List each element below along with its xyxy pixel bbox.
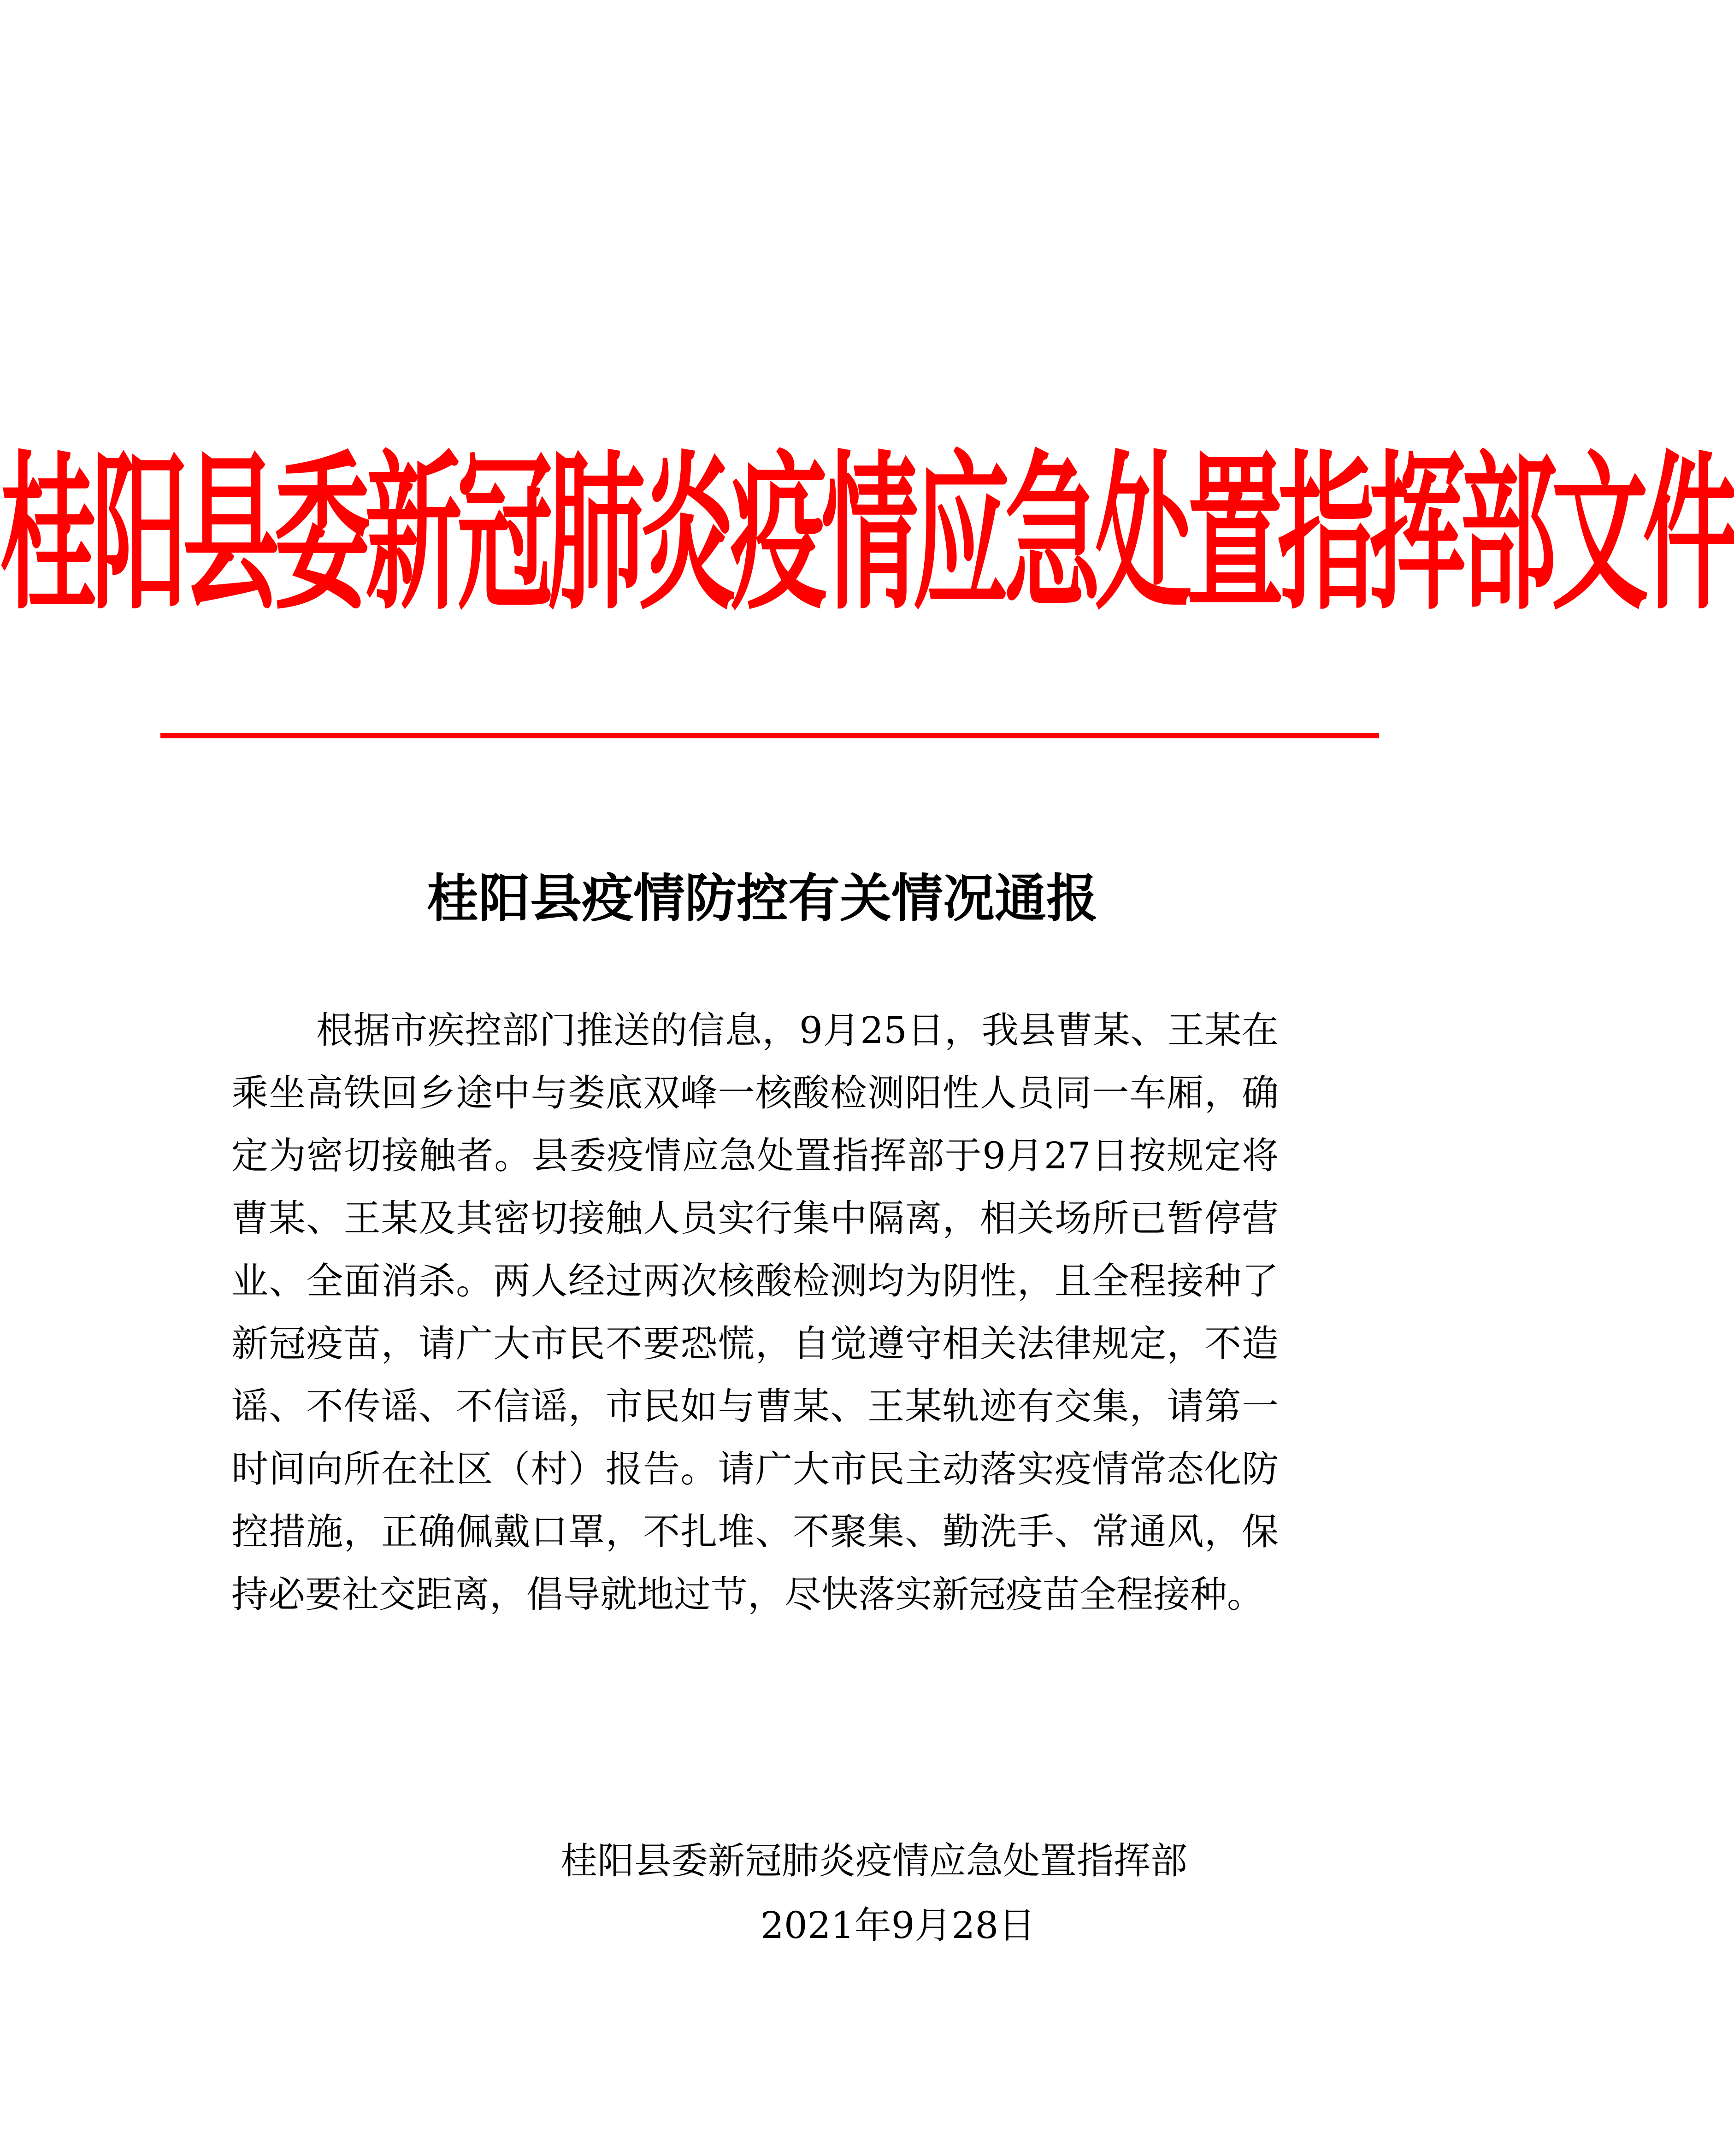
red-header-banner: 桂阳县委新冠肺炎疫情应急处置指挥部文件 xyxy=(0,435,1734,633)
signature-organization: 桂阳县委新冠肺炎疫情应急处置指挥部 xyxy=(560,1839,1187,1882)
document-title: 桂阳县疫情防控有关情况通报 xyxy=(427,868,1098,929)
document-body-paragraph: 根据市疾控部门推送的信息，9月25日，我县曹某、王某在乘坐高铁回乡途中与娄底双峰一核酸检测阳性人员同一车厢，确定为密切接触者。县委疫情应急处置指挥部于9月27日按规定将曹某、王某及其密切接触人员实行集中隔离，相关场所已暂停营业、全面消杀。两人经过两次核酸检测均为阴性，且全程接种了新冠疫苗，请广大市民不要恐慌，自觉遵守相关法律规定，不造谣、不传谣、不信谣，市民如与曹某、王某轨迹有交集，请第一时间向所在社区（村）报告。请广大市民主动落实疫情常态化防控措施，正确佩戴口罩，不扎堆、不聚集、勤洗手、常通风，保持必要社交距离，倡导就地过节，尽快落实新冠疫苗全程接种。 xyxy=(231,1009,1279,1616)
red-divider-line xyxy=(160,733,1379,738)
signature-date: 2021年9月28日 xyxy=(761,1904,1036,1947)
